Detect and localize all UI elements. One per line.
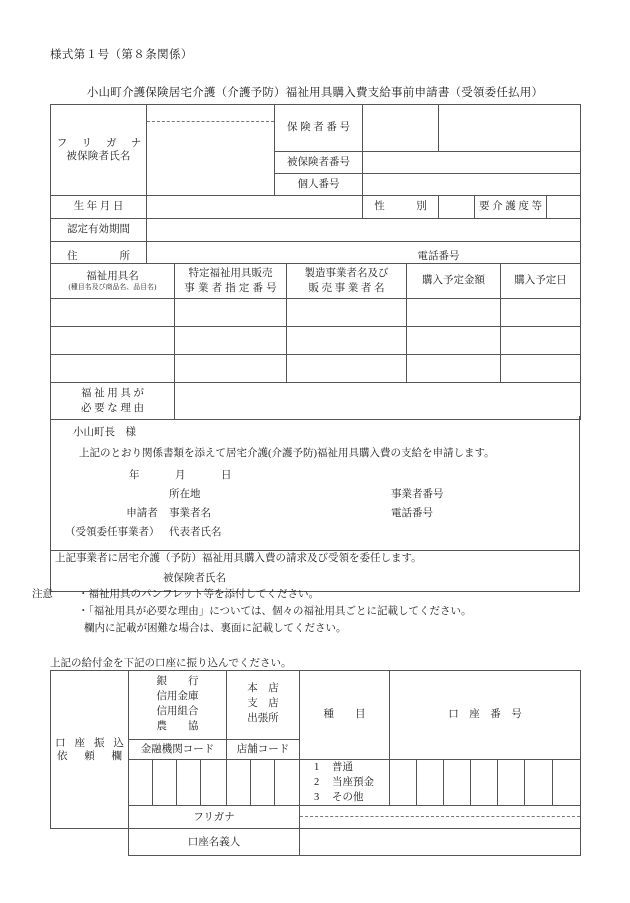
institution-code-box[interactable] [177, 759, 201, 806]
table-row [51, 355, 581, 383]
phone-label: 電話番号 [417, 251, 460, 263]
account-number-box[interactable] [498, 759, 525, 806]
insurer-number-label: 保 険 者 番 号 [275, 105, 363, 152]
cert-period-label: 認定有効期間 [51, 219, 147, 242]
amount-cell[interactable] [407, 327, 501, 355]
table-row [51, 327, 581, 355]
branch-code-box[interactable] [227, 759, 251, 806]
maker-cell[interactable] [287, 355, 407, 383]
representative-label: 代表者氏名 [169, 527, 222, 538]
personal-number-label: 個人番号 [275, 174, 363, 196]
vendor-number-cell[interactable] [175, 299, 287, 327]
branch-type-option[interactable]: 本 店 [247, 683, 279, 695]
table-header-row [51, 264, 581, 299]
bank-furigana-label: フリガナ [129, 806, 300, 829]
equipment-name-header-sublabel: (種目名及び商品名、品目名) [68, 283, 157, 291]
amount-cell[interactable] [407, 355, 501, 383]
institution-code-box[interactable] [153, 759, 177, 806]
note-item: 欄内に記載が困難な場合は、裏面に記載してください。 [84, 623, 347, 634]
kind-option: 3 その他 [314, 792, 364, 804]
institution-code-label: 金融機関コード [129, 739, 227, 759]
table-row [51, 759, 581, 806]
cert-period-value[interactable] [147, 219, 581, 242]
kind-option: 1 普通 [314, 761, 354, 773]
gender-value[interactable] [439, 196, 475, 219]
table-row [51, 219, 581, 242]
bank-transfer-table [50, 670, 581, 856]
kind-option: 2 当座預金 [314, 776, 375, 788]
institution-type-option[interactable]: 農 協 [156, 720, 199, 732]
equipment-name-header-label: 福祉用具名 [86, 270, 139, 282]
branch-code-label: 店舗コード [227, 739, 300, 759]
applicant-block [51, 486, 579, 542]
branch-type-option[interactable]: 支 店 [247, 698, 279, 710]
branch-type-cell[interactable] [227, 671, 300, 740]
birthdate-label: 生 年 月 日 [51, 196, 147, 219]
notes-block [32, 586, 472, 637]
account-number-box[interactable] [390, 759, 417, 806]
date-day-label: 日 [221, 470, 232, 481]
institution-type-option[interactable]: 銀 行 [156, 676, 199, 687]
note-item: ・福祉用具のパンフレット等を添付してください。 [78, 589, 319, 600]
note-row [32, 603, 472, 620]
vendor-number-cell[interactable] [175, 327, 287, 355]
institution-code-box[interactable] [129, 759, 153, 806]
date-year-label: 年 [129, 470, 140, 481]
note-item: ・「福祉用具が必要な理由」については、個々の福祉用具ごとに記載してください。 [78, 606, 472, 617]
furigana-label: フ リ ガ ナ [56, 137, 148, 149]
form-number: 様式第１号（第８条関係） [50, 49, 193, 61]
institution-type-cell[interactable] [129, 671, 227, 740]
declaration-box [50, 416, 580, 551]
maker-cell[interactable] [287, 327, 407, 355]
consignment-insured-name-label: 被保険者氏名 [163, 573, 226, 584]
vendor-number-cell[interactable] [175, 355, 287, 383]
equipment-name-cell[interactable] [51, 299, 175, 327]
branch-code-box[interactable] [251, 759, 275, 806]
branch-code-box[interactable] [275, 759, 300, 806]
care-level-value[interactable] [547, 196, 581, 219]
date-header: 購入予定日 [501, 264, 581, 299]
table-row [51, 105, 581, 152]
declaration-statement: 上記のとおり関係書類を添えて居宅介護(介護予防)福祉用具購入費の支給を申請します。 [79, 448, 495, 459]
location-label: 所在地 [169, 489, 201, 500]
applicant-label: 申請者 [126, 508, 158, 519]
table-row [51, 829, 581, 856]
date-cell[interactable] [501, 299, 581, 327]
equipment-name-cell[interactable] [51, 355, 175, 383]
insured-name-label: 被保険者氏名 [66, 151, 131, 162]
amount-header: 購入予定金額 [407, 264, 501, 299]
amount-cell[interactable] [407, 299, 501, 327]
insured-person-table [50, 104, 581, 273]
bank-section-label: 口 座 振 込 依 頼 欄 [51, 671, 129, 829]
date-month-label: 月 [175, 470, 186, 481]
account-number-box[interactable] [553, 759, 581, 806]
table-row [51, 196, 581, 219]
equipment-name-cell[interactable] [51, 327, 175, 355]
business-number-label: 事業者番号 [391, 489, 444, 500]
care-level-label: 要 介 護 度 等 [475, 196, 547, 219]
insured-name-value-cell[interactable] [147, 105, 275, 196]
applicant-sub-label: （受領委任事業者） [65, 527, 160, 538]
table-row [51, 383, 581, 420]
insured-name-label-cell [51, 105, 147, 196]
maker-cell[interactable] [287, 299, 407, 327]
institution-type-option[interactable]: 信用組合 [156, 705, 199, 717]
branch-type-option[interactable]: 出張所 [247, 713, 279, 725]
date-cell[interactable] [501, 355, 581, 383]
table-row [51, 671, 581, 740]
vendor-number-header: 特定福祉用具販売 事業者指定番号 [175, 264, 287, 299]
declaration-date-row[interactable] [129, 467, 579, 482]
account-kind-header: 種 目 [300, 671, 390, 760]
consignment-box [50, 545, 580, 592]
bank-section-label-spacer [51, 829, 129, 856]
account-holder-label: 口座名義人 [129, 829, 300, 856]
table-row [51, 806, 581, 829]
notes-tag: 注意 [32, 589, 53, 600]
reason-label-cell: 福 祉 用 具 が 必 要 な 理 由 [51, 383, 175, 420]
bank-furigana-value[interactable] [300, 806, 581, 829]
gender-label: 性 別 [363, 196, 439, 219]
account-kind-options[interactable] [300, 759, 390, 806]
declaration-phone-label: 電話番号 [391, 508, 433, 519]
account-number-box[interactable] [444, 759, 471, 806]
reason-value-cell[interactable] [175, 383, 581, 420]
maker-header: 製造事業者名及び 販 売 事 業 者 名 [287, 264, 407, 299]
account-number-box[interactable] [525, 759, 553, 806]
note-row [32, 620, 472, 637]
address-label: 住 所 [51, 242, 147, 273]
account-holder-value[interactable] [300, 829, 581, 856]
insurer-number-boxes[interactable] [439, 105, 581, 152]
insured-number-boxes[interactable] [363, 152, 581, 174]
institution-type-option[interactable]: 信用金庫 [156, 690, 199, 702]
business-name-label: 事業者名 [169, 508, 211, 519]
table-row [51, 299, 581, 327]
bank-lead-text: 上記の給付金を下記の口座に振り込んでください。 [50, 658, 292, 669]
birthdate-value[interactable] [147, 196, 363, 219]
account-number-box[interactable] [471, 759, 498, 806]
declaration-addressee: 小山町長 様 [73, 427, 136, 438]
insured-number-label: 被保険者番号 [275, 152, 363, 174]
note-row [32, 586, 472, 603]
institution-code-box[interactable] [201, 759, 227, 806]
account-number-header: 口 座 番 号 [390, 671, 581, 760]
document-title: 小山町介護保険居宅介護（介護予防）福祉用具購入費支給事前申請書（受領委任払用） [86, 87, 544, 99]
equipment-table [50, 263, 581, 420]
insurer-number-blank-cell[interactable] [363, 105, 439, 152]
account-number-box[interactable] [417, 759, 444, 806]
equipment-name-header [51, 264, 175, 299]
date-cell[interactable] [501, 327, 581, 355]
personal-number-boxes[interactable] [363, 174, 581, 196]
consignment-statement: 上記事業者に居宅介護（予防）福祉用具購入費の請求及び受領を委任します。 [55, 553, 422, 564]
